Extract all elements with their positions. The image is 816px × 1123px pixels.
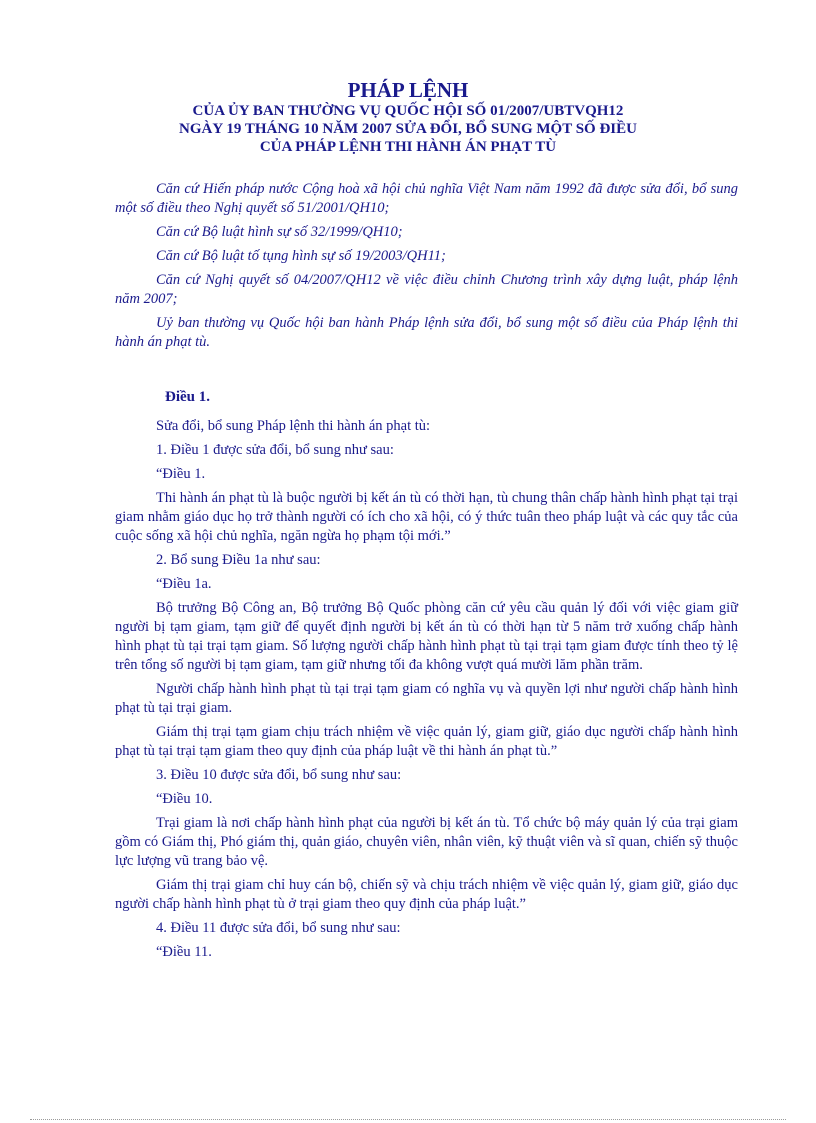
- preamble-paragraph: Căn cứ Bộ luật hình sự số 32/1999/QH10;: [156, 224, 403, 240]
- document-body: [115, 180, 738, 967]
- article-paragraph: 1. Điều 1 được sửa đổi, bổ sung như sau:: [156, 442, 394, 458]
- article-heading: Điều 1.: [165, 389, 210, 405]
- article-paragraph: 3. Điều 10 được sửa đổi, bổ sung như sau:: [156, 767, 402, 783]
- article-paragraph: 4. Điều 11 được sửa đổi, bổ sung như sau:: [156, 920, 401, 936]
- preamble-paragraph: Căn cứ Hiến pháp nước Cộng hoà xã hội chủ nghĩa Việt Nam năm 1992 đã được sửa đổi, bổ sung một số điều theo Nghị quyết số 51/2001/QH10;: [115, 181, 738, 216]
- article-paragraph: “Điều 1a.: [156, 576, 212, 592]
- page-bottom-divider: [30, 1119, 786, 1120]
- article-paragraph: Bộ trưởng Bộ Công an, Bộ trưởng Bộ Quốc phòng căn cứ yêu cầu quản lý đối với việc giam giữ người bị tạm giam, tạm giữ để quyết định người bị kết án tù có thời hạn từ 5 năm trở xuống chấp hành hình phạt tù tại trại tạm giam. Số lượng người chấp hành hình phạt tù tại trại tạm giam được tính theo tỷ lệ trên tổng số người bị tạm giam, tạm giữ nhưng tối đa không vượt quá mười lăm phần trăm.: [115, 600, 738, 673]
- article-paragraph: 2. Bổ sung Điều 1a như sau:: [156, 552, 321, 568]
- document-header: [0, 78, 816, 156]
- document-title: PHÁP LỆNH: [347, 78, 469, 102]
- header-line-2: NGÀY 19 THÁNG 10 NĂM 2007 SỬA ĐỔI, BỔ SUNG MỘT SỐ ĐIỀU: [179, 121, 637, 137]
- header-line-3: CỦA PHÁP LỆNH THI HÀNH ÁN PHẠT TÙ: [259, 139, 557, 155]
- article-paragraph: “Điều 1.: [156, 466, 206, 482]
- article-paragraph: Trại giam là nơi chấp hành hình phạt của người bị kết án tù. Tổ chức bộ máy quản lý của trại giam gồm có Giám thị, Phó giám thị, quản giáo, chuyên viên, nhân viên, kỹ thuật viên và sĩ quan, chiến sỹ thuộc lực lượng vũ trang bảo vệ.: [115, 815, 738, 869]
- header-line-1: CỦA ỦY BAN THƯỜNG VỤ QUỐC HỘI SỐ 01/2007/UBTVQH12: [192, 103, 624, 119]
- preamble-paragraph: Uỷ ban thường vụ Quốc hội ban hành Pháp lệnh sửa đổi, bổ sung một số điều của Pháp lệnh thi hành án phạt tù.: [115, 315, 738, 350]
- article-paragraph: Sửa đổi, bổ sung Pháp lệnh thi hành án phạt tù:: [156, 418, 431, 434]
- article-paragraph: Người chấp hành hình phạt tù tại trại tạm giam có nghĩa vụ và quyền lợi như người chấp hành hình phạt tù tại trại giam.: [115, 681, 738, 716]
- article-paragraph: Thi hành án phạt tù là buộc người bị kết án tù có thời hạn, tù chung thân chấp hành hình phạt tại trại giam nhằm giáo dục họ trở thành người có ích cho xã hội, có ý thức tuân theo pháp luật và các quy tắc của cuộc sống xã hội chủ nghĩa, ngăn ngừa họ phạm tội mới.”: [115, 490, 738, 544]
- article-paragraph: Giám thị trại giam chỉ huy cán bộ, chiến sỹ và chịu trách nhiệm về việc quản lý, giam giữ, giáo dục người chấp hành hình phạt tù ở trại giam theo quy định của pháp luật.”: [115, 877, 738, 912]
- preamble-paragraph: Căn cứ Nghị quyết số 04/2007/QH12 về việc điều chỉnh Chương trình xây dựng luật, pháp lệnh năm 2007;: [115, 272, 738, 307]
- preamble-paragraph: Căn cứ Bộ luật tố tụng hình sự số 19/2003/QH11;: [156, 248, 446, 264]
- article-paragraph: “Điều 10.: [156, 791, 213, 807]
- article-paragraph: “Điều 11.: [156, 944, 212, 960]
- article-paragraph: Giám thị trại tạm giam chịu trách nhiệm về việc quản lý, giam giữ, giáo dục người chấp hành hình phạt tù tại trại tạm giam theo quy định của pháp luật về thi hành án phạt tù.”: [115, 724, 738, 759]
